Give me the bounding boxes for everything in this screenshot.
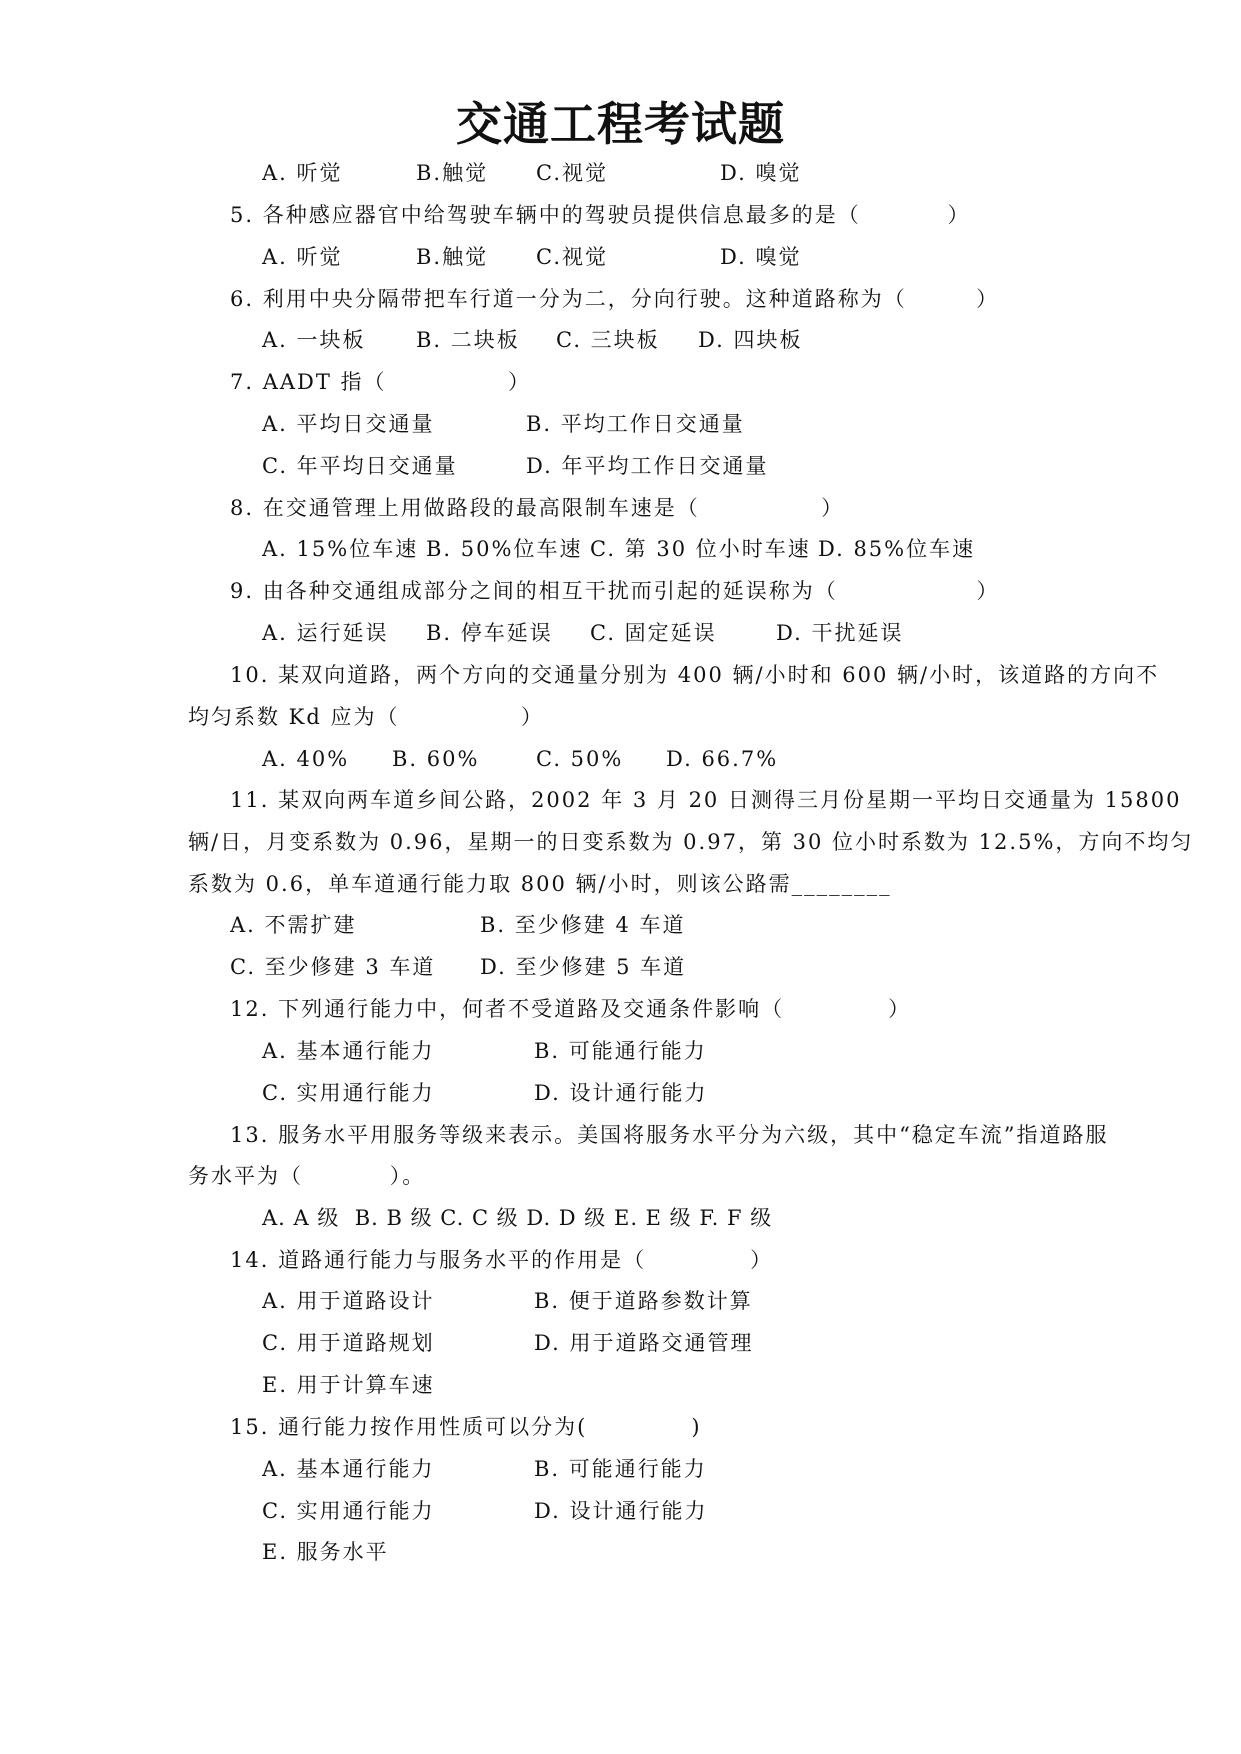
q10-option-b: B. 60% xyxy=(392,747,480,771)
q6-option-a: A. 一块板 xyxy=(262,328,366,352)
q4-option-c: C.视觉 xyxy=(536,161,608,185)
q4-option-d: D. 嗅觉 xyxy=(720,161,802,185)
q6-option-d: D. 四块板 xyxy=(698,328,803,352)
q15-option-d: D. 设计通行能力 xyxy=(534,1499,708,1523)
q9-option-c: C. 固定延误 xyxy=(590,621,717,645)
q8-option-b: B. 50%位车速 xyxy=(426,537,583,561)
q5-option-b: B.触觉 xyxy=(416,245,489,269)
q8-stem: 8. 在交通管理上用做路段的最高限制车速是（ ） xyxy=(230,496,845,520)
q5-option-a: A. 听觉 xyxy=(262,245,343,269)
q11-option-c: C. 至少修建 3 车道 xyxy=(230,955,436,979)
q14-option-e: E. 用于计算车速 xyxy=(262,1373,435,1397)
q12-option-d: D. 设计通行能力 xyxy=(534,1081,708,1105)
q7-option-c: C. 年平均日交通量 xyxy=(262,454,458,478)
q14-option-c: C. 用于道路规划 xyxy=(262,1331,435,1355)
q11-option-a: A. 不需扩建 xyxy=(230,913,357,937)
q10-option-d: D. 66.7% xyxy=(666,747,779,771)
q11-stem-line2: 辆/日，月变系数为 0.96，星期一的日变系数为 0.97，第 30 位小时系数为 12.5%，方向不均匀 xyxy=(188,830,1194,854)
page-title: 交通工程考试题 xyxy=(456,97,785,151)
q6-option-b: B. 二块板 xyxy=(416,328,520,352)
q8-option-a: A. 15%位车速 xyxy=(262,537,419,561)
q9-option-d: D. 干扰延误 xyxy=(776,621,904,645)
q10-option-c: C. 50% xyxy=(536,747,624,771)
q15-option-c: C. 实用通行能力 xyxy=(262,1499,435,1523)
q11-stem-line3: 系数为 0.6，单车道通行能力取 800 辆/小时，则该公路需________ xyxy=(188,872,892,896)
q9-stem: 9. 由各种交通组成部分之间的相互干扰而引起的延误称为（ ） xyxy=(230,579,1000,603)
q14-option-b: B. 便于道路参数计算 xyxy=(534,1289,753,1313)
q10-stem-line2: 均匀系数 Kd 应为（ ） xyxy=(188,705,544,729)
q4-option-b: B.触觉 xyxy=(416,161,489,185)
q15-option-b: B. 可能通行能力 xyxy=(534,1457,707,1481)
q14-stem: 14. 道路通行能力与服务水平的作用是（ ） xyxy=(230,1248,774,1272)
q14-option-d: D. 用于道路交通管理 xyxy=(534,1331,754,1355)
q12-option-c: C. 实用通行能力 xyxy=(262,1081,435,1105)
q5-option-c: C.视觉 xyxy=(536,245,608,269)
q11-option-d: D. 至少修建 5 车道 xyxy=(480,955,687,979)
q11-stem-line1: 11. 某双向两车道乡间公路，2002 年 3 月 20 日测得三月份星期一平均日交通量为 15800 xyxy=(230,788,1182,812)
q12-option-b: B. 可能通行能力 xyxy=(534,1039,707,1063)
q8-option-d: D. 85%位车速 xyxy=(818,537,976,561)
q9-option-a: A. 运行延误 xyxy=(262,621,389,645)
q13-options: A. A 级 B. B 级 C. C 级 D. D 级 E. E 级 F. F 级 xyxy=(262,1206,773,1230)
q7-stem: 7. AADT 指（ ） xyxy=(230,370,532,394)
q12-option-a: A. 基本通行能力 xyxy=(262,1039,435,1063)
q7-option-a: A. 平均日交通量 xyxy=(262,412,435,436)
q5-stem: 5. 各种感应器官中给驾驶车辆中的驾驶员提供信息最多的是（ ） xyxy=(230,203,971,227)
q15-stem: 15. 通行能力按作用性质可以分为( ) xyxy=(230,1415,702,1439)
q14-option-a: A. 用于道路设计 xyxy=(262,1289,435,1313)
q13-stem-line1: 13. 服务水平用服务等级来表示。美国将服务水平分为六级，其中“稳定车流”指道路服 xyxy=(230,1123,1109,1147)
q11-option-b: B. 至少修建 4 车道 xyxy=(480,913,686,937)
q12-stem: 12. 下列通行能力中，何者不受道路及交通条件影响（ ） xyxy=(230,997,912,1021)
q15-option-a: A. 基本通行能力 xyxy=(262,1457,435,1481)
q4-option-a: A. 听觉 xyxy=(262,161,343,185)
q7-option-d: D. 年平均工作日交通量 xyxy=(526,454,769,478)
q5-option-d: D. 嗅觉 xyxy=(720,245,802,269)
q15-option-e: E. 服务水平 xyxy=(262,1540,389,1564)
q9-option-b: B. 停车延误 xyxy=(426,621,553,645)
q7-option-b: B. 平均工作日交通量 xyxy=(526,412,745,436)
q13-stem-line2: 务水平为（ ）。 xyxy=(188,1164,426,1188)
q10-stem-line1: 10. 某双向道路，两个方向的交通量分别为 400 辆/小时和 600 辆/小时，该道路的方向不 xyxy=(230,663,1160,687)
q6-stem: 6. 利用中央分隔带把车行道一分为二，分向行驶。这种道路称为（ ） xyxy=(230,287,1000,311)
q6-option-c: C. 三块板 xyxy=(556,328,660,352)
q10-option-a: A. 40% xyxy=(262,747,350,771)
q8-option-c: C. 第 30 位小时车速 xyxy=(590,537,811,561)
